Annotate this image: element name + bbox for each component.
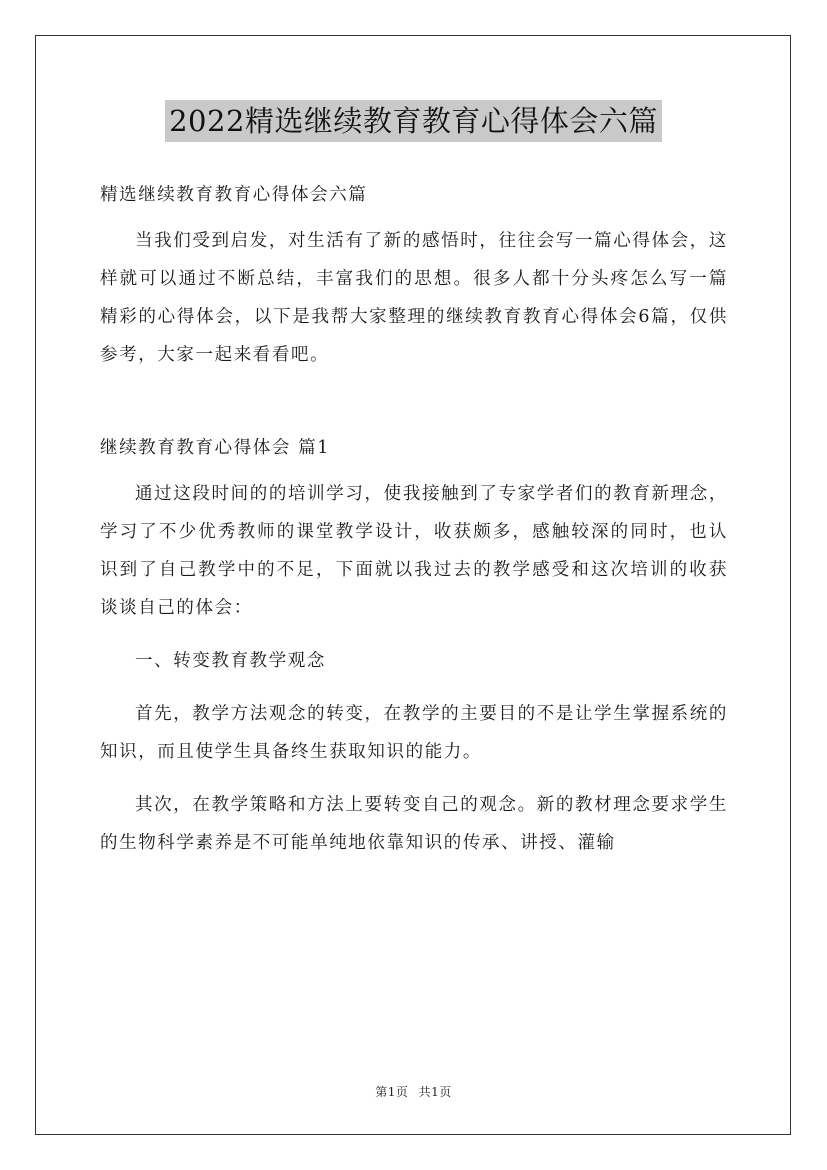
page-footer: [0, 1083, 827, 1100]
title-container: [0, 100, 827, 142]
document-body: [100, 176, 728, 862]
body-paragraph: 通过这段时间的的培训学习，使我接触到了专家学者们的教育新理念，学习了不少优秀教师的课堂教学设计，收获颇多，感触较深的同时，也认识到了自己教学中的不足，下面就以我过去的教学感受和这次培训的收获谈谈自己的体会：: [100, 484, 728, 618]
body-paragraph: 其次，在教学策略和方法上要转变自己的观念。新的教材理念要求学生的生物科学素养是不可能单纯地依靠知识的传承、讲授、灌输: [100, 795, 728, 853]
body-paragraph: 首先，教学方法观念的转变，在教学的主要目的不是让学生掌握系统的知识，而且使学生具备终生获取知识的能力。: [100, 704, 728, 762]
intro-paragraph: 当我们受到启发，对生活有了新的感悟时，往往会写一篇心得体会，这样就可以通过不断总结，丰富我们的思想。很多人都十分头疼怎么写一篇精彩的心得体会，以下是我帮大家整理的继续教育教育心得体会6篇，仅供参考，大家一起来看看吧。: [100, 231, 728, 365]
document-title: 2022精选继续教育教育心得体会六篇: [165, 100, 662, 142]
section-heading: 继续教育教育心得体会 篇1: [100, 438, 330, 458]
page-total: 共1页: [418, 1085, 452, 1099]
point-heading: 一、转变教育教学观念: [135, 651, 326, 671]
page-number: 第1页: [375, 1085, 409, 1099]
subtitle: 精选继续教育教育心得体会六篇: [100, 185, 368, 205]
